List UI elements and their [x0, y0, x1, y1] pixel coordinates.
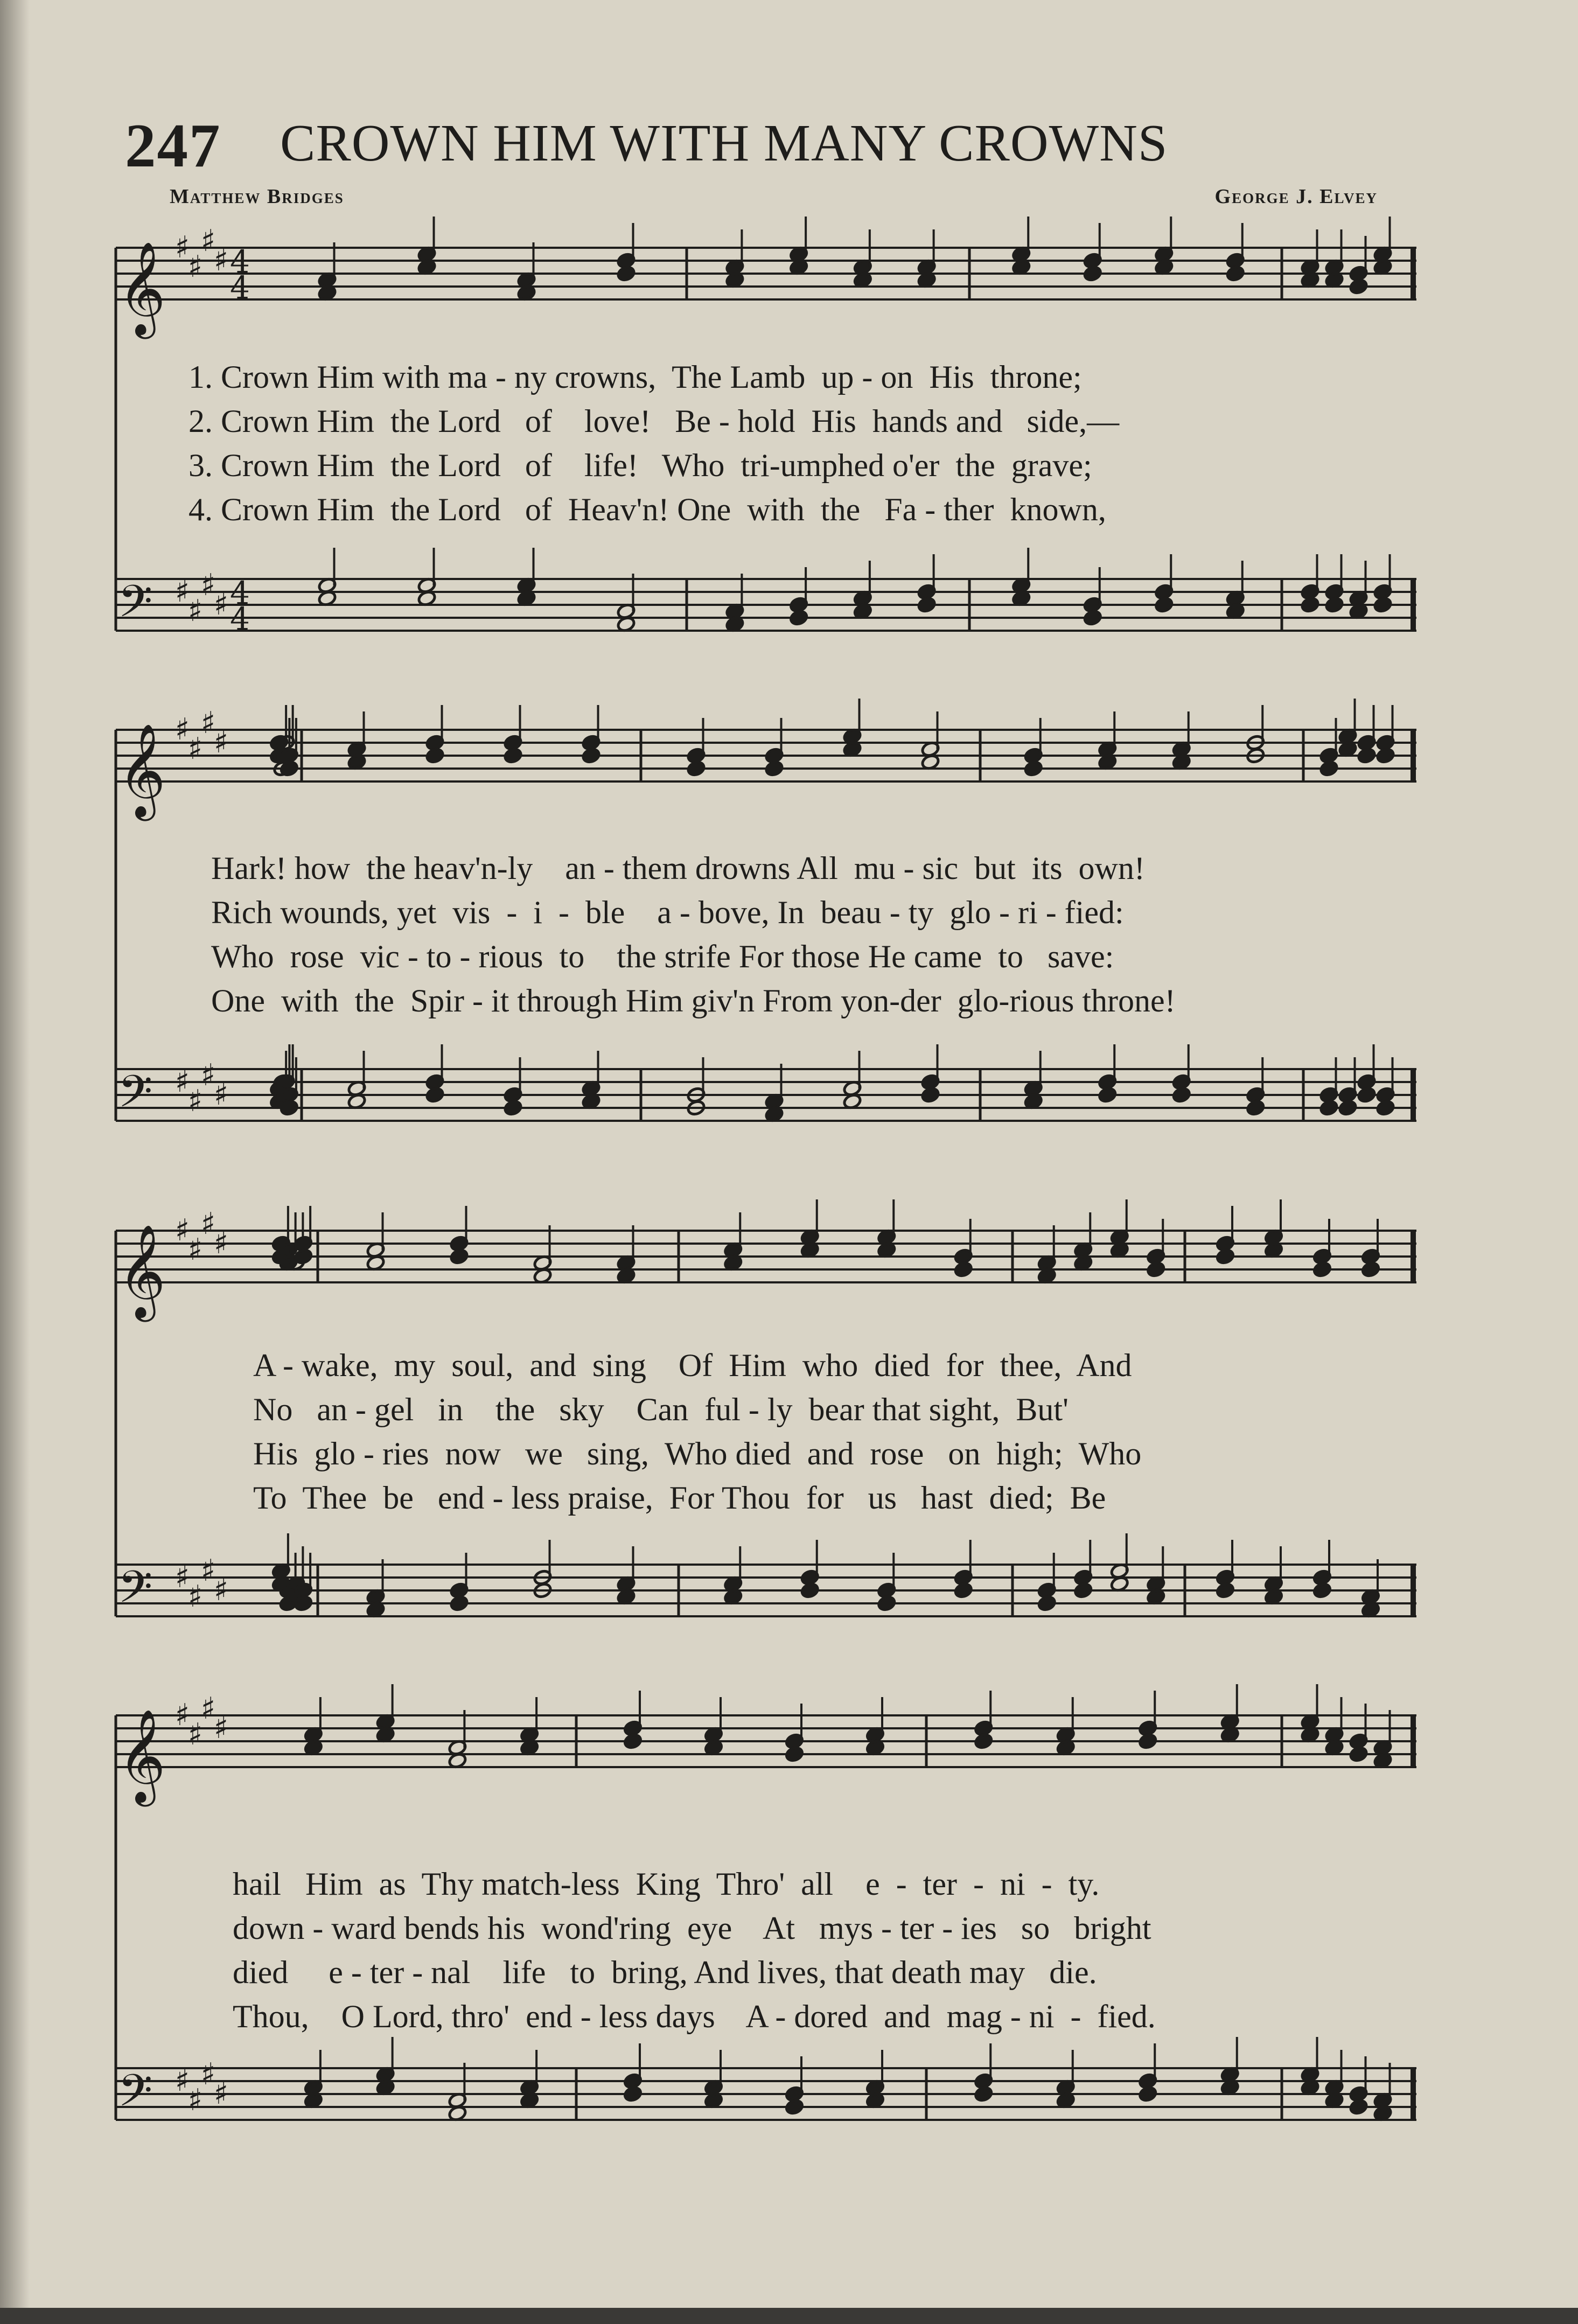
sharp-icon: ♯ [175, 230, 190, 265]
verse-3-line: His glo - ries now we sing, Who died and rose on high; Who [253, 1436, 1142, 1471]
bass-note [785, 2098, 804, 2116]
bass-clef-icon: 𝄢 [118, 1561, 153, 1624]
time-signature-bottom: 4 [230, 601, 250, 637]
time-signature-top: 4 [230, 575, 250, 611]
verse-4-line: To Thee be end - less praise, For Thou for us hast died; Be [253, 1480, 1106, 1516]
bass-note [1375, 1099, 1395, 1116]
sharp-icon: ♯ [175, 1698, 190, 1733]
treble-note [616, 265, 636, 282]
hymn-number: 247 [125, 111, 221, 180]
verse-2-line: 2. Crown Him the Lord of love! Be - hold His hands and side,— [188, 403, 1120, 439]
bass-note [503, 1099, 522, 1116]
treble-clef-icon: 𝄞 [118, 1709, 166, 1803]
treble-clef-icon: 𝄞 [118, 241, 166, 335]
verse-4-line: 4. Crown Him the Lord of Heav'n! One with the Fa - ther known, [188, 492, 1106, 527]
treble-note [686, 760, 706, 777]
sharp-icon: ♯ [201, 1553, 216, 1588]
bass-note [1357, 1086, 1376, 1104]
bass-note [1324, 596, 1344, 613]
sharp-icon: ♯ [188, 1232, 203, 1267]
treble-clef-icon: 𝄞 [118, 1224, 166, 1318]
sharp-icon: ♯ [201, 2057, 216, 2092]
sharp-icon: ♯ [214, 1077, 229, 1112]
treble-note [1361, 1261, 1380, 1278]
bass-clef-icon: 𝄢 [118, 575, 153, 638]
bass-clef-icon: 𝄢 [118, 2064, 153, 2127]
treble-note [623, 1733, 643, 1750]
sharp-icon: ♯ [201, 568, 216, 603]
treble-note [1216, 1248, 1235, 1265]
verse-3-line: Who rose vic - to - rious to the strife For those He came to save: [211, 939, 1114, 974]
sharp-icon: ♯ [188, 2083, 203, 2118]
music-composer: George J. Elvey [1214, 185, 1378, 208]
bass-note [1246, 1099, 1265, 1116]
treble-note [1349, 1746, 1368, 1763]
bass-note [449, 1595, 469, 1612]
verse-1-line: 1. Crown Him with ma - ny crowns, The Lamb up - on His throne; [188, 359, 1082, 395]
treble-note [425, 747, 444, 764]
treble-note [1146, 1261, 1165, 1278]
sharp-icon: ♯ [175, 1213, 190, 1248]
sharp-icon: ♯ [201, 1691, 216, 1726]
time-signature-top: 4 [230, 243, 250, 280]
bass-note [1172, 1086, 1191, 1104]
sharp-icon: ♯ [214, 1226, 229, 1261]
system-4-lyrics [233, 1868, 1471, 2046]
sharp-icon: ♯ [175, 1560, 190, 1595]
treble-clef-icon: 𝄞 [118, 723, 166, 817]
sharp-icon: ♯ [188, 1084, 203, 1119]
treble-note [1319, 760, 1338, 777]
verse-1-line: A - wake, my soul, and sing Of Him who died for thee, And [253, 1348, 1132, 1383]
system-3-lyrics [253, 1349, 1492, 1527]
bass-note [1319, 1099, 1338, 1116]
bass-note [1312, 1582, 1332, 1599]
treble-note [764, 760, 784, 777]
sharp-icon: ♯ [188, 1579, 203, 1614]
bass-note [1154, 596, 1174, 613]
sharp-icon: ♯ [201, 1058, 216, 1093]
treble-note [1024, 760, 1043, 777]
sharp-icon: ♯ [201, 224, 216, 259]
sharp-icon: ♯ [201, 1206, 216, 1241]
sharp-icon: ♯ [214, 1711, 229, 1746]
time-signature-bottom: 4 [230, 269, 250, 306]
bass-clef-icon: 𝄢 [118, 1065, 153, 1128]
bass-note [954, 1582, 973, 1599]
bass-note [800, 1582, 820, 1599]
system-2-lyrics [211, 852, 1450, 1030]
verse-3-line: died e - ter - nal life to bring, And lives, that death may die. [233, 1955, 1097, 1990]
sharp-icon: ♯ [188, 731, 203, 766]
sharp-icon: ♯ [188, 1717, 203, 1752]
sharp-icon: ♯ [214, 725, 229, 760]
treble-note [449, 1248, 469, 1265]
treble-note [1357, 747, 1376, 764]
sharp-icon: ♯ [214, 243, 229, 278]
hymn-title: CROWN HIM WITH MANY CROWNS [280, 114, 1168, 172]
sharp-icon: ♯ [175, 574, 190, 609]
bass-note [1037, 1595, 1057, 1612]
verse-1-line: Hark! how the heav'n-ly an - them drowns All mu - sic but its own! [211, 850, 1145, 886]
verse-4-line: One with the Spir - it through Him giv'n From yon-der glo-rious throne! [211, 983, 1176, 1018]
bass-note [1073, 1582, 1093, 1599]
system-1-lyrics [188, 361, 1427, 539]
bass-note [1083, 609, 1102, 626]
bass-note [1373, 596, 1392, 613]
treble-note [1312, 1261, 1332, 1278]
treble-note [974, 1733, 993, 1750]
treble-note [1375, 747, 1395, 764]
sharp-icon: ♯ [175, 1064, 190, 1099]
verse-2-line: Rich wounds, yet vis - i - ble a - bove, In beau - ty glo - ri - fied: [211, 895, 1124, 930]
verse-1-line: hail Him as Thy match-less King Thro' all e - ter - ni - ty. [233, 1866, 1100, 1902]
bass-note [1338, 1099, 1357, 1116]
treble-note [1138, 1733, 1157, 1750]
sharp-icon: ♯ [214, 587, 229, 622]
sharp-icon: ♯ [188, 249, 203, 284]
treble-note [503, 747, 522, 764]
treble-note [581, 747, 601, 764]
bass-note [623, 2085, 643, 2103]
sharp-icon: ♯ [175, 2063, 190, 2098]
bass-note [1349, 2098, 1368, 2116]
verse-2-line: No an - gel in the sky Can ful - ly bear that sight, But' [253, 1392, 1069, 1427]
treble-note [1226, 265, 1245, 282]
bass-note [920, 1086, 940, 1104]
bass-note [1138, 2085, 1157, 2103]
words-author: Matthew Bridges [170, 185, 344, 208]
sharp-icon: ♯ [214, 2076, 229, 2111]
bass-note [877, 1595, 896, 1612]
bass-note [1216, 1582, 1235, 1599]
bass-note [1300, 596, 1319, 613]
verse-2-line: down - ward bends his wond'ring eye At mys - ter - ies so bright [233, 1910, 1151, 1946]
verse-3-line: 3. Crown Him the Lord of life! Who tri-umphed o'er the grave; [188, 448, 1092, 483]
bass-note [917, 596, 937, 613]
bass-note [789, 609, 808, 626]
verse-4-line: Thou, O Lord, thro' end - less days A - dored and mag - ni - fied. [233, 1999, 1156, 2034]
treble-note [954, 1261, 973, 1278]
treble-note [1083, 265, 1102, 282]
bass-note [974, 2085, 993, 2103]
sharp-icon: ♯ [188, 594, 203, 629]
sharp-icon: ♯ [175, 712, 190, 747]
treble-note [1349, 278, 1368, 295]
bass-note [1098, 1086, 1117, 1104]
treble-note [785, 1746, 804, 1763]
sharp-icon: ♯ [201, 706, 216, 741]
sharp-icon: ♯ [214, 1573, 229, 1608]
bass-note [425, 1086, 444, 1104]
